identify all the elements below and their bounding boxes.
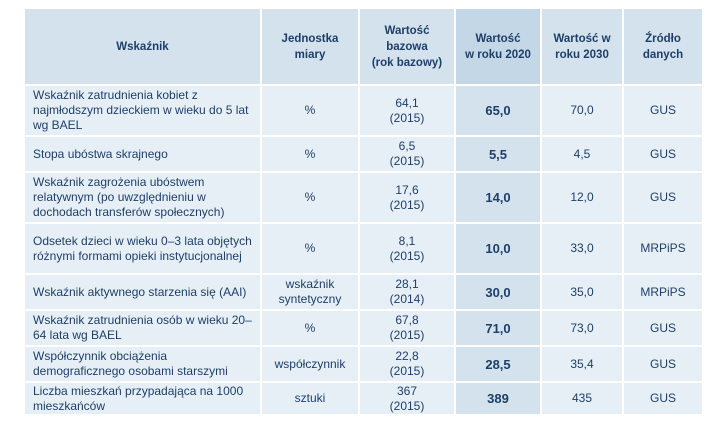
value-2020-cell: 5,5	[456, 137, 542, 173]
value-2020-cell: 30,0	[456, 275, 542, 311]
unit-cell: %	[262, 86, 360, 137]
table-row	[25, 275, 704, 311]
unit-cell: %	[262, 224, 360, 275]
value-2030-cell: 435	[542, 383, 624, 416]
value-2020-cell: 65,0	[456, 86, 542, 137]
source-cell: GUS	[624, 383, 704, 416]
indicator-name: Wskaźnik zatrudnienia osób w wieku 20–64 lata wg BAEL	[25, 311, 262, 347]
source-cell: MRPiPS	[624, 224, 704, 275]
indicator-name: Wskaźnik zatrudnienia kobiet z najmłodszym dzieckiem w wieku do 5 lat wg BAEL	[25, 86, 262, 137]
header-row	[25, 9, 704, 86]
base-value-cell: 6,5 (2015)	[360, 137, 456, 173]
value-2030-cell: 73,0	[542, 311, 624, 347]
source-cell: GUS	[624, 311, 704, 347]
base-value-cell: 22,8 (2015)	[360, 347, 456, 383]
header-value-2030: Wartość w roku 2030	[542, 9, 624, 86]
base-value-cell: 367 (2015)	[360, 383, 456, 416]
header-base-value: Wartość bazowa (rok bazowy)	[360, 9, 456, 86]
header-source: Źródło danych	[624, 9, 704, 86]
value-2020-cell: 14,0	[456, 173, 542, 224]
header-value-2020: Wartość w roku 2020	[456, 9, 542, 86]
unit-cell: %	[262, 137, 360, 173]
value-2030-cell: 70,0	[542, 86, 624, 137]
indicator-table-wrapper	[25, 9, 704, 416]
source-cell: GUS	[624, 347, 704, 383]
value-2020-cell: 389	[456, 383, 542, 416]
value-2030-cell: 4,5	[542, 137, 624, 173]
indicator-table	[25, 9, 704, 416]
source-cell: GUS	[624, 173, 704, 224]
unit-cell: współczynnik	[262, 347, 360, 383]
base-value-cell: 67,8 (2015)	[360, 311, 456, 347]
indicator-name: Stopa ubóstwa skrajnego	[25, 137, 262, 173]
table-row	[25, 173, 704, 224]
value-2020-cell: 10,0	[456, 224, 542, 275]
table-row	[25, 311, 704, 347]
table-row	[25, 86, 704, 137]
value-2030-cell: 12,0	[542, 173, 624, 224]
value-2030-cell: 35,0	[542, 275, 624, 311]
indicator-name: Wskaźnik zagrożenia ubóstwem relatywnym (po uwzględnieniu w dochodach transferów społecznych)	[25, 173, 262, 224]
unit-cell: %	[262, 173, 360, 224]
header-indicator: Wskaźnik	[25, 9, 262, 86]
source-cell: GUS	[624, 137, 704, 173]
source-cell: MRPiPS	[624, 275, 704, 311]
unit-cell: sztuki	[262, 383, 360, 416]
unit-cell: %	[262, 311, 360, 347]
indicator-name: Odsetek dzieci w wieku 0–3 lata objętych różnymi formami opieki instytucjonalnej	[25, 224, 262, 275]
unit-cell: wskaźnik syntetyczny	[262, 275, 360, 311]
value-2030-cell: 35,4	[542, 347, 624, 383]
indicator-name: Liczba mieszkań przypadająca na 1000 mieszkańców	[25, 383, 262, 416]
table-row	[25, 383, 704, 416]
indicator-name: Wskaźnik aktywnego starzenia się (AAI)	[25, 275, 262, 311]
base-value-cell: 28,1 (2014)	[360, 275, 456, 311]
header-unit: Jednostka miary	[262, 9, 360, 86]
indicator-name: Współczynnik obciążenia demograficznego osobami starszymi	[25, 347, 262, 383]
value-2020-cell: 28,5	[456, 347, 542, 383]
base-value-cell: 8,1 (2015)	[360, 224, 456, 275]
value-2020-cell: 71,0	[456, 311, 542, 347]
value-2030-cell: 33,0	[542, 224, 624, 275]
table-row	[25, 347, 704, 383]
table-row	[25, 137, 704, 173]
base-value-cell: 17,6 (2015)	[360, 173, 456, 224]
table-row	[25, 224, 704, 275]
base-value-cell: 64,1 (2015)	[360, 86, 456, 137]
source-cell: GUS	[624, 86, 704, 137]
